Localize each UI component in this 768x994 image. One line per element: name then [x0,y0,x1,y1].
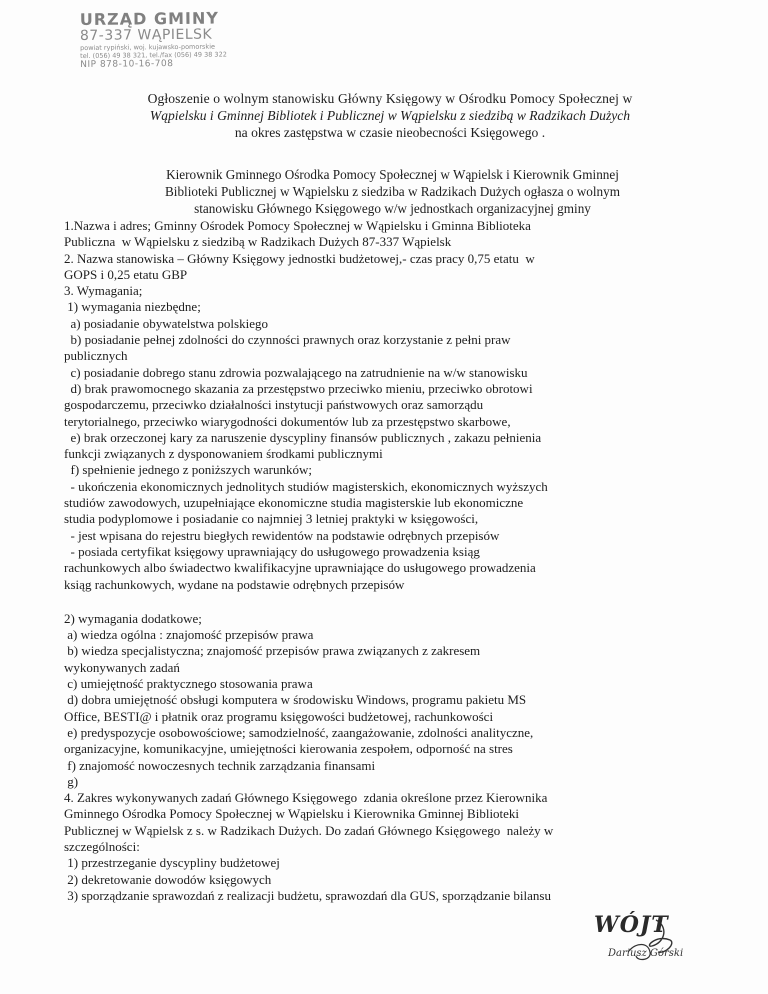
body-line: c) umiejętność praktycznego stosowania prawa [64,676,313,692]
body-line: a) posiadanie obywatelstwa polskiego [64,315,268,331]
stamp-line-3: powiat rypiński, woj. kujawsko-pomorskie [80,42,216,52]
body-line: Gminnego Ośrodka Pomocy Społecznej w Wąpielsku i Kierownika Gminnej Biblioteki [64,806,520,822]
body-line: - jest wpisana do rejestru biegłych rewidentów na podstawie odrębnych przepisów [64,527,500,543]
body-line: f) spełnienie jednego z poniższych warunków; [64,462,313,478]
stamp-line-2: 87-337 WĄPIELSK [79,26,213,44]
body-line: d) dobra umiejętność obsługi komputera w środowisku Windows, programu pakietu MS [64,692,527,708]
body-line: studia podyplomowe i posiadanie co najmniej 3 letniej praktyki w księgowości, [64,511,479,527]
intro-paragraph [90,166,695,217]
signature-title: WÓJT [594,912,669,938]
body-line: b) wiedza specjalistyczna; znajomość przepisów prawa związanych z zakresem [64,643,481,659]
body-line: b) posiadanie pełnej zdolności do czynności prawnych oraz korzystanie z pełni praw [64,332,511,348]
intro-line-2: Biblioteki Publicznej w Wąpielsku z siedziba w Radzikach Dużych ogłasza o wolnym [165,184,620,199]
stamp-line-5: NIP 878-10-16-708 [80,59,174,70]
body-line: gospodarczemu, przeciwko działalności instytucji państwowych oraz samorządu [64,397,484,413]
body-line: rachunkowych albo świadectwo kwalifikacyjne uprawniające do usługowego prowadzenia [64,560,536,576]
body-line: f) znajomość nowoczesnych technik zarządzania finansami [64,757,376,773]
body-line: GOPS i 0,25 etatu GBP [64,266,188,282]
body-line: Publicznej w Wąpielsk z s. w Radzikach Dużych. Do zadań Głównego Księgowego należy w [64,822,554,838]
body-line: Publiczna w Wąpielsku z siedzibą w Radzikach Dużych 87-337 Wąpielsk [64,234,452,250]
body-line: publicznych [64,348,128,364]
body-line: 1) przestrzeganie dyscypliny budżetowej [64,855,280,871]
body-line: e) predyspozycje osobowościowe; samodzielność, zaangażowanie, zdolności analityczne, [64,724,534,740]
body-line: c) posiadanie dobrego stanu zdrowia pozwalającego na zatrudnienie na w/w stanowisku [64,364,528,380]
body-line: e) brak orzeczonej kary za naruszenie dyscypliny finansów publicznych , zakazu pełnienia [64,429,542,445]
title-line-1: Ogłoszenie o wolnym stanowisku Główny Księgowy w Ośrodku Pomocy Społecznej w [147,91,633,106]
body-line: 1) wymagania niezbędne; [64,299,201,315]
body-line: a) wiedza ogólna : znajomość przepisów prawa [64,627,314,643]
body-line: g) [64,773,79,789]
announcement-title [80,90,700,141]
body-line: 2. Nazwa stanowiska – Główny Księgowy jednostki budżetowej,- czas pracy 0,75 etatu w [64,250,535,266]
body-line: - ukończenia ekonomicznych jednolitych studiów magisterskich, ekonomicznych wyższych [64,478,548,494]
signature-name: Dariusz Górski [608,948,684,959]
body-line: d) brak prawomocnego skazania za przestępstwo przeciwko mieniu, przeciwko obrotowi [64,380,533,396]
body-line: terytorialnego, przeciwko wiarygodności dokumentów lub za przestępstwo skarbowe, [64,413,511,429]
intro-line-1: Kierownik Gminnego Ośrodka Pomocy Społecznej w Wąpielsk i Kierownik Gminnej [166,167,619,182]
body-line: funkcji związanych z dysponowaniem środkami publicznymi [64,446,383,462]
title-line-3: na okres zastępstwa w czasie nieobecności Księgowego . [234,125,546,140]
body-line: szczególności: [64,838,140,854]
body-line: 4. Zakres wykonywanych zadań Głównego Księgowego zdania określone przez Kierownika [64,790,548,806]
body-line: 2) wymagania dodatkowe; [64,610,202,626]
body-line: organizacyjne, komunikacyjne, umiejętności kierowania zespołem, odporność na stres [64,741,513,757]
body-line: wykonywanych zadań [64,659,180,675]
body-line: - posiada certyfikat księgowy uprawniający do usługowego prowadzenia ksiąg [64,543,480,559]
title-line-2: Wąpielsku i Gminnej Bibliotek i Publicznej w Wąpielsku z siedzibą w Radzikach Dużych [149,108,631,123]
body-line: 1.Nazwa i adres; Gminny Ośrodek Pomocy Społecznej w Wąpielsku i Gminna Biblioteka [64,218,531,233]
intro-line-3: stanowisku Głównego Księgowego w/w jednostkach organizacyjnej gminy [194,201,591,216]
body-line: ksiąg rachunkowych, wydane na podstawie odrębnych przepisów [64,576,405,592]
body-line: studiów zawodowych, uzupełniające ekonomiczne studia magisterskie lub ekonomiczne [64,495,524,511]
body-line: 3. Wymagania; [64,283,143,299]
announcement-body [64,218,674,904]
body-line: 3) sporządzanie sprawozdań z realizacji budżetu, sprawozdań dla GUS, sporządzanie bilansu [64,887,551,903]
body-line: Office, BESTI@ i płatnik oraz programu księgowości budżetowej, rachunkowości [64,708,494,724]
body-line: 2) dekretowanie dowodów księgowych [64,871,272,887]
signature-block [586,912,686,982]
paragraph-gap [64,593,674,611]
stamp-line-1: URZĄD GMINY [79,8,220,29]
stamp-line-4: tel. (056) 49 38 321, tel./fax (056) 49 38 322 [80,50,227,60]
office-stamp [80,9,271,71]
